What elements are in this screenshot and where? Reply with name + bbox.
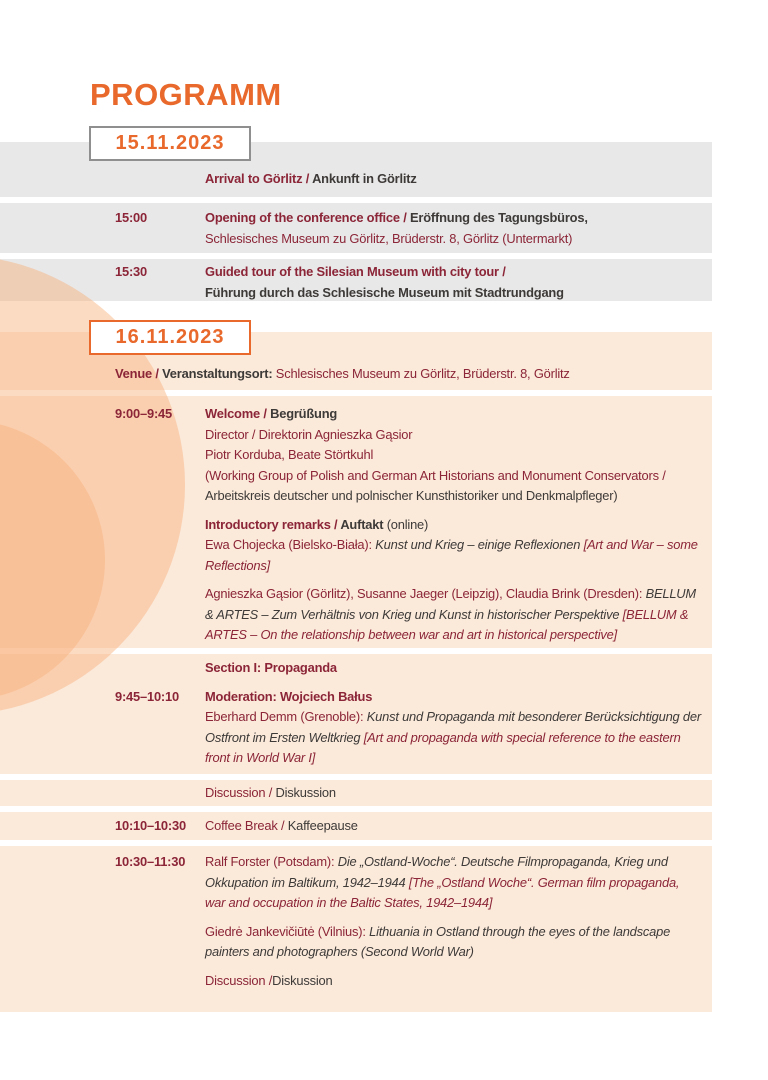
text-segment: Venue / (115, 366, 163, 381)
schedule-line (205, 229, 702, 250)
text-segment: Diskussion (275, 785, 336, 800)
text-segment: Kunst und Propaganda mit besonderer Berücksichtigung der Ostfront im Ersten Weltkrieg (205, 709, 701, 745)
row-content (205, 816, 712, 837)
text-segment: Director / Direktorin Agnieszka Gąsior (205, 426, 413, 442)
time-label: 10:10–10:30 (115, 818, 186, 833)
schedule-row (0, 658, 712, 687)
text-segment: BELLUM & ARTES – Zum Verhältnis von Krieg und Kunst in historischer Perspektive (205, 586, 696, 622)
schedule-row (0, 364, 712, 385)
schedule-line (205, 262, 702, 283)
schedule-block (0, 846, 712, 1012)
schedule-line (205, 425, 702, 446)
schedule-row (0, 687, 712, 769)
schedule-line (205, 707, 702, 769)
time-label (115, 169, 205, 190)
text-segment: [Art and propaganda with special reference to the eastern front in World War I] (205, 729, 681, 765)
schedule-block (0, 780, 712, 806)
text-segment: Eröffnung des Tagungsbüros, (410, 210, 588, 225)
text-segment: Schlesisches Museum zu Görlitz, Brüderstr. 8, Görlitz (272, 366, 570, 381)
schedule-line (205, 658, 702, 679)
text-segment: Giedrė Jankevičiūtė (Vilnius): (205, 923, 370, 939)
text-segment: Arrival to Görlitz / (205, 171, 313, 186)
row-content (115, 364, 622, 385)
schedule-row (0, 852, 712, 991)
text-segment: Opening of the conference office / (205, 210, 411, 225)
text-segment: [BELLUM & ARTES – On the relationship between war and art in historical perspective] (205, 606, 689, 642)
text-segment: Eberhard Demm (Grenoble): (205, 709, 367, 724)
line-spacer (205, 576, 702, 584)
schedule-line (205, 283, 702, 304)
time-label: 9:45–10:10 (115, 688, 179, 704)
text-segment: [The „Ostland Woche“. German film propaganda, war and occupation in the Baltic States, 1942–1944] (205, 874, 680, 910)
text-segment: Auftakt (340, 516, 384, 532)
text-segment: Schlesisches Museum zu Görlitz, Brüderstr. 8, Görlitz (Untermarkt) (205, 230, 573, 246)
text-segment: Introductory remarks / (205, 516, 341, 532)
text-segment: Discussion / (205, 972, 273, 988)
schedule-block (0, 654, 712, 774)
time-label: 15:00 (115, 210, 147, 225)
schedule-line (205, 852, 702, 914)
schedule-block (0, 259, 712, 301)
text-segment: Kaffeepause (287, 818, 358, 833)
text-segment: Kunst und Krieg – einige Reflexionen (375, 537, 584, 552)
row-content (205, 852, 712, 991)
text-segment: (Working Group of Polish and German Art Historians and Monument Conservators / (205, 467, 666, 483)
text-segment: Diskussion (272, 972, 333, 988)
text-segment: Ralf Forster (Potsdam): (205, 854, 338, 869)
row-content (205, 262, 712, 303)
time-label (115, 658, 205, 679)
text-segment: Piotr Korduba, Beate Störtkuhl (205, 447, 374, 462)
schedule-line (205, 515, 702, 536)
row-content (205, 687, 712, 769)
text-segment: Begrüßung (270, 406, 338, 421)
text-segment: Welcome / (205, 406, 271, 421)
schedule-line (205, 783, 702, 804)
date-badge-day1: 15.11.2023 (89, 126, 251, 161)
time-label: 15:30 (115, 264, 147, 279)
text-segment: Discussion / (205, 785, 276, 800)
row-content (205, 169, 712, 190)
schedule-line (205, 445, 702, 466)
page-title: PROGRAMM (90, 76, 282, 112)
text-segment: Arbeitskreis deutscher und polnischer Kunsthistoriker und Denkmalpfleger) (205, 488, 618, 503)
schedule-row (0, 208, 712, 249)
row-content (205, 208, 712, 249)
text-segment: Lithuania in Ostland through the eyes of the landscape painters and photographers (Second World War) (205, 923, 671, 959)
text-segment: Ewa Chojecka (Bielsko-Biała): (205, 537, 376, 552)
schedule-block (0, 203, 712, 253)
schedule-block (0, 812, 712, 840)
text-segment: Führung durch das Schlesische Museum mit Stadtrundgang (205, 284, 564, 300)
schedule-line (205, 404, 702, 425)
schedule-row (0, 783, 712, 804)
text-segment: Moderation: Wojciech Bałus (205, 688, 373, 704)
time-label: 10:30–11:30 (115, 854, 186, 869)
row-content (205, 783, 712, 804)
schedule-row (0, 169, 712, 190)
schedule-line (205, 208, 702, 229)
text-segment: Ankunft in Görlitz (312, 171, 417, 186)
text-segment: Guided tour of the Silesian Museum with city tour / (205, 264, 506, 279)
schedule-line (205, 466, 702, 507)
text-segment: Agnieszka Gąsior (Görlitz), Susanne Jaeger (Leipzig), Claudia Brink (Dresden): (205, 586, 646, 601)
schedule-block (0, 396, 712, 648)
schedule-line (205, 816, 702, 837)
date-badge-day2: 16.11.2023 (89, 320, 251, 355)
schedule-row (0, 262, 712, 303)
schedule-row (0, 816, 712, 837)
text-segment: Coffee Break / (205, 818, 288, 833)
time-label: 9:00–9:45 (115, 406, 172, 421)
time-label (115, 783, 205, 804)
text-segment: Veranstaltungsort: (162, 366, 273, 381)
schedule-line (205, 584, 702, 646)
row-content (205, 658, 712, 687)
schedule-line (115, 364, 612, 385)
schedule-line (205, 922, 702, 963)
schedule-row (0, 404, 712, 646)
schedule-line (205, 687, 702, 708)
text-segment: (online) (383, 516, 429, 532)
line-spacer (205, 507, 702, 515)
schedule-line (205, 169, 702, 190)
line-spacer (205, 914, 702, 922)
line-spacer (205, 963, 702, 971)
row-content (205, 404, 712, 646)
schedule-line (205, 535, 702, 576)
text-segment: Section I: Propaganda (205, 660, 337, 675)
text-segment: Die „Ostland-Woche“. Deutsche Filmpropaganda, Krieg und Okkupation im Baltikum, 1942–1944 (205, 854, 668, 890)
text-segment: [Art and War – some Reflections] (205, 537, 698, 573)
line-spacer (205, 679, 702, 687)
schedule-line (205, 971, 702, 992)
